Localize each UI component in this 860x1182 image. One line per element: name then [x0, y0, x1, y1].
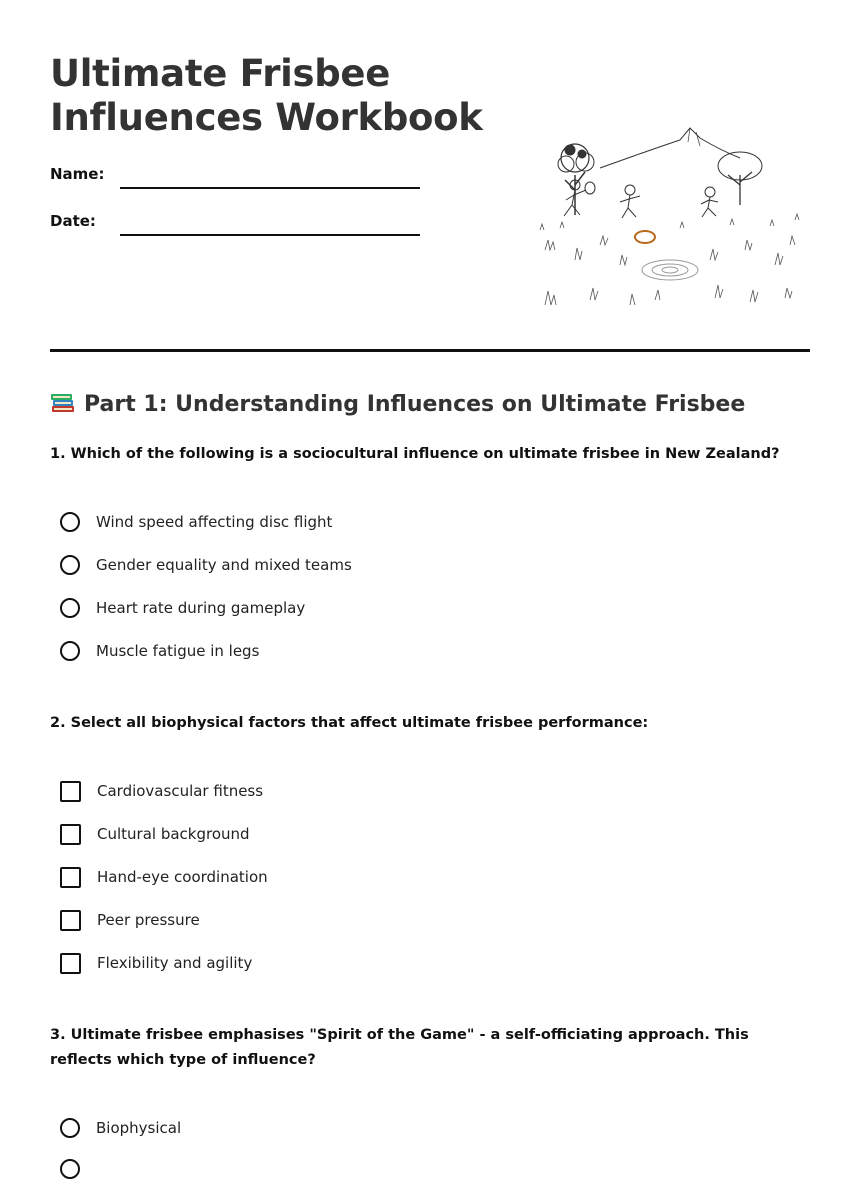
tree-left-icon [558, 144, 594, 215]
q1-option-2[interactable] [60, 552, 352, 578]
q3-option-2-partial[interactable] [60, 1156, 96, 1182]
part-1-title: Part 1: Understanding Influences on Ultimate Frisbee [84, 392, 746, 417]
q1-option-4[interactable] [60, 638, 259, 664]
child-3-icon [701, 187, 718, 217]
part-1-heading [50, 390, 745, 419]
option-label: Flexibility and agility [97, 954, 253, 972]
q2-option-3[interactable] [60, 864, 268, 890]
option-label: Heart rate during gameplay [96, 599, 306, 617]
option-label: Biophysical [96, 1119, 182, 1137]
radio-button[interactable] [60, 555, 80, 575]
name-label: Name: [50, 165, 105, 183]
child-2-icon [620, 185, 640, 218]
kids-playing-frisbee-illustration [530, 120, 810, 320]
tree-right-icon [718, 152, 762, 205]
checkbox[interactable] [60, 824, 81, 845]
checkbox[interactable] [60, 781, 81, 802]
option-label: Cultural background [97, 825, 250, 843]
workbook-title [50, 52, 483, 140]
q1-option-1[interactable] [60, 509, 332, 535]
q2-option-2[interactable] [60, 821, 250, 847]
radio-button[interactable] [60, 641, 80, 661]
radio-button[interactable] [60, 598, 80, 618]
radio-button[interactable] [60, 512, 80, 532]
question-3: 3. Ultimate frisbee emphasises "Spirit of the Game" - a self-officiating approach. This reflects which type of influence? [50, 1027, 749, 1068]
name-field[interactable] [120, 187, 420, 189]
title-line-1: Ultimate Frisbee [50, 52, 391, 95]
option-label: Cardiovascular fitness [97, 782, 264, 800]
question-2: 2. Select all biophysical factors that affect ultimate frisbee performance: [50, 715, 649, 731]
radio-button[interactable] [60, 1159, 80, 1179]
q1-option-3[interactable] [60, 595, 305, 621]
frisbee-icon [635, 231, 655, 243]
question-1: 1. Which of the following is a sociocultural influence on ultimate frisbee in New Zealand? [50, 446, 780, 462]
q2-option-1[interactable] [60, 778, 263, 804]
date-label: Date: [50, 212, 96, 230]
checkbox[interactable] [60, 867, 81, 888]
header-divider [50, 349, 810, 352]
date-field[interactable] [120, 234, 420, 236]
title-line-2: Influences Workbook [50, 96, 483, 139]
radio-button[interactable] [60, 1118, 80, 1138]
option-label: Wind speed affecting disc flight [96, 513, 333, 531]
child-1-icon [564, 180, 595, 216]
checkbox[interactable] [60, 910, 81, 931]
option-label: Peer pressure [97, 911, 200, 929]
option-label: Hand-eye coordination [97, 868, 268, 886]
books-emoji-icon [50, 390, 76, 414]
option-label: Muscle fatigue in legs [96, 642, 260, 660]
option-label: Gender equality and mixed teams [96, 556, 352, 574]
checkbox[interactable] [60, 953, 81, 974]
q2-option-4[interactable] [60, 907, 200, 933]
q2-option-5[interactable] [60, 950, 252, 976]
q3-option-1[interactable] [60, 1115, 181, 1141]
